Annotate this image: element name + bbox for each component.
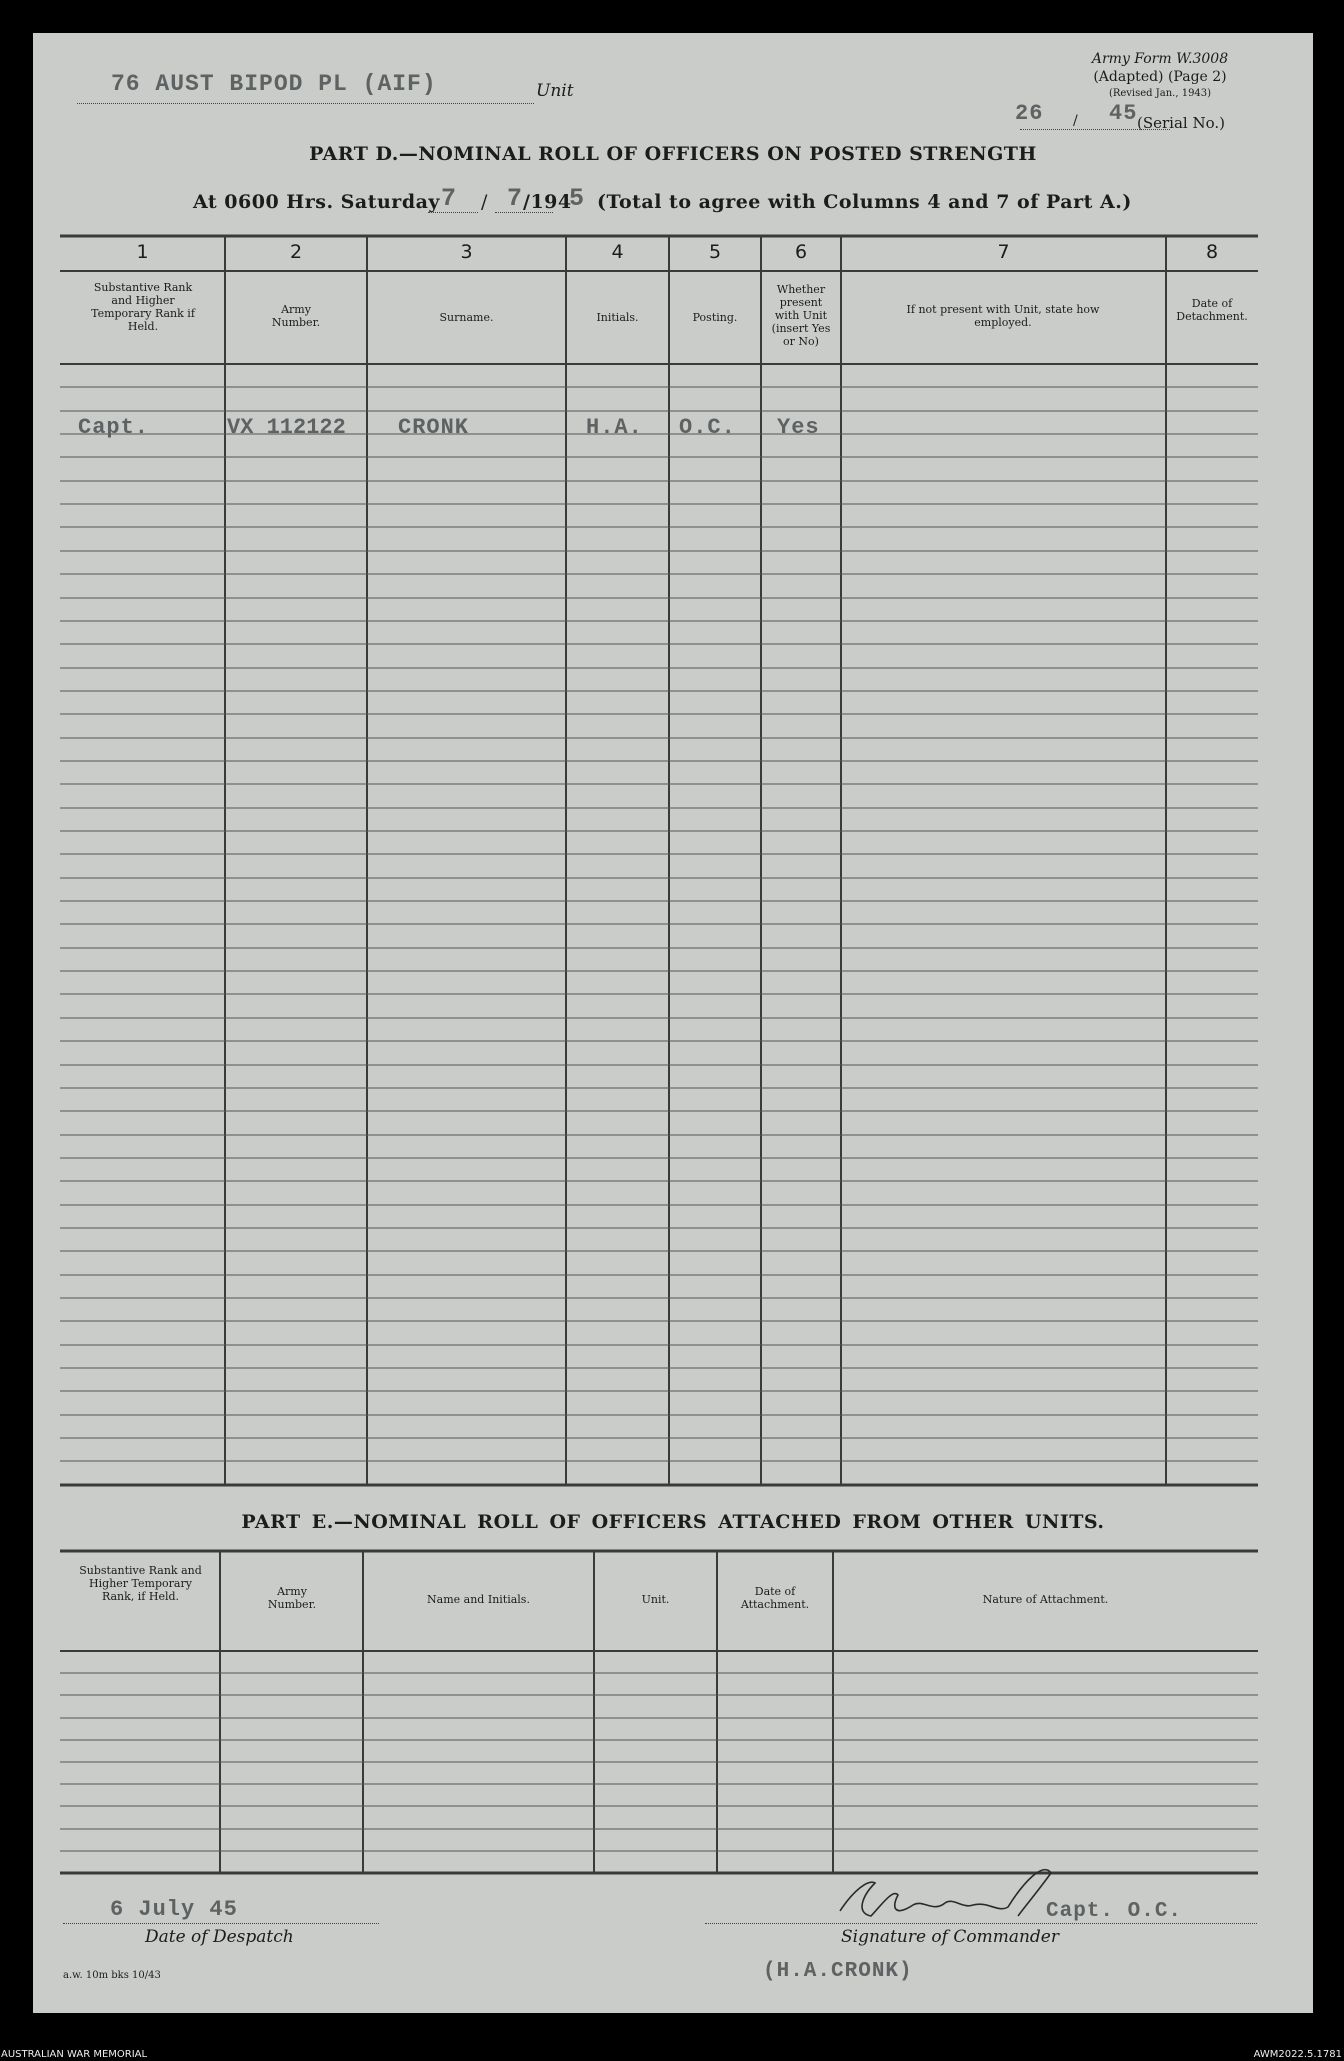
entry-surname: CRONK xyxy=(398,415,470,440)
army-form-label: Army Form W.3008 xyxy=(1091,51,1229,67)
entry-army-number: VX 112122 xyxy=(227,415,346,440)
date-month: 7 xyxy=(507,184,524,213)
col-header-rank: Substantive Rank and Higher Temporary Rank if Held. xyxy=(91,281,195,333)
col-header-detachment: Date of Detachment. xyxy=(1176,297,1248,323)
col-header-initials: Initials. xyxy=(596,311,639,324)
col-num-2: 2 xyxy=(289,241,303,263)
form-sheet xyxy=(33,33,1313,2013)
signature-name: (H.A.CRONK) xyxy=(763,1960,913,1983)
unit-label: Unit xyxy=(536,81,574,101)
col-header-posting: Posting. xyxy=(692,311,738,324)
date-slash: / xyxy=(481,191,488,213)
part-d-grid xyxy=(33,33,1313,2013)
serial-year: 45 xyxy=(1109,101,1138,126)
archive-id: AWM2022.5.1781 xyxy=(1253,2049,1342,2060)
e-header-name: Name and Initials. xyxy=(427,1593,530,1606)
signature-label: Signature of Commander xyxy=(841,1927,1059,1947)
serial-slash: / xyxy=(1073,113,1078,129)
col-num-4: 4 xyxy=(611,241,624,263)
e-header-rank: Substantive Rank and Higher Temporary Rank, if Held. xyxy=(79,1564,202,1603)
e-header-attachment-date: Date of Attachment. xyxy=(740,1585,810,1611)
entry-present: Yes xyxy=(777,415,820,440)
despatch-label: Date of Despatch xyxy=(145,1927,294,1947)
col-header-employed: If not present with Unit, state how employed. xyxy=(906,303,1100,329)
serial-number: 26 xyxy=(1015,101,1044,126)
col-num-8: 8 xyxy=(1205,241,1219,263)
signature-title: Capt. O.C. xyxy=(1046,1900,1183,1923)
col-header-present: Whether present with Unit (insert Yes or No) xyxy=(771,283,831,348)
e-header-nature: Nature of Attachment. xyxy=(982,1593,1109,1606)
part-d-title: PART D.—NOMINAL ROLL OF OFFICERS ON POSTED STRENGTH xyxy=(309,143,1037,165)
adapted-label: (Adapted) (Page 2) xyxy=(1093,69,1227,85)
date-prefix: At 0600 Hrs. Saturday xyxy=(193,191,440,213)
e-header-army-number: Army Number. xyxy=(267,1585,317,1611)
part-d-row-lines xyxy=(60,387,1258,1461)
col-num-1: 1 xyxy=(136,241,149,263)
date-year-digit: 5 xyxy=(569,184,586,213)
col-num-3: 3 xyxy=(460,241,473,263)
col-header-army-number: Army Number. xyxy=(271,303,321,329)
part-e-row-lines xyxy=(60,1673,1258,1851)
col-num-7: 7 xyxy=(997,241,1010,263)
e-header-unit: Unit. xyxy=(641,1593,670,1606)
date-suffix: (Total to agree with Columns 4 and 7 of Part A.) xyxy=(597,191,1132,213)
entry-posting: O.C. xyxy=(679,415,736,440)
entry-rank: Capt. xyxy=(78,415,150,440)
despatch-value: 6 July 45 xyxy=(110,1897,238,1922)
revised-label: (Revised Jan., 1943) xyxy=(1108,88,1212,99)
date-year-prefix: /194 xyxy=(523,191,572,213)
entry-initials: H.A. xyxy=(586,415,643,440)
col-num-5: 5 xyxy=(708,241,722,263)
col-header-surname: Surname. xyxy=(439,311,494,324)
col-num-6: 6 xyxy=(794,241,808,263)
unit-value: 76 AUST BIPOD PL (AIF) xyxy=(111,71,437,97)
date-day: 7 xyxy=(441,184,458,213)
serial-label: (Serial No.) xyxy=(1137,114,1225,132)
archive-credit: AUSTRALIAN WAR MEMORIAL xyxy=(1,2049,148,2060)
print-code: a.w. 10m bks 10/43 xyxy=(63,1970,161,1981)
part-e-title: PART E.—NOMINAL ROLL OF OFFICERS ATTACHED FROM OTHER UNITS. xyxy=(241,1511,1105,1533)
